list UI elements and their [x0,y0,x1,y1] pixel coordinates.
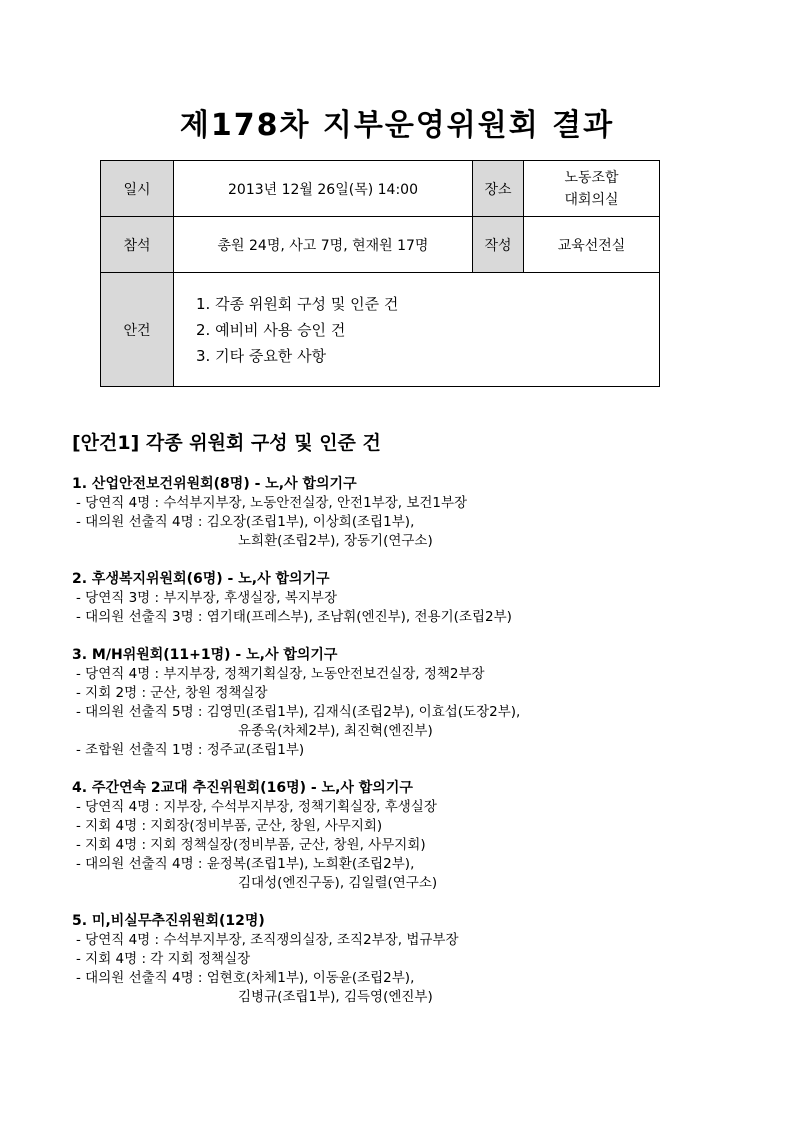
member-line: - 당연직 3명 : 부지부장, 후생실장, 복지부장 [76,590,337,606]
member-line: - 지회 4명 : 지회 정책실장(정비부품, 군산, 창원, 사무지회) [76,837,426,853]
member-line: - 지회 4명 : 지회장(정비부품, 군산, 창원, 사무지회) [76,818,383,834]
member-line: - 대의원 선출직 5명 : 김영민(조립1부), 김재식(조립2부), 이효섭(도장2부), [76,704,521,720]
member-line: - 당연직 4명 : 지부장, 수석부지부장, 정책기획실장, 후생실장 [76,799,437,815]
meeting-info-table [100,160,660,387]
member-line: - 지회 4명 : 각 지회 정책실장 [76,951,251,967]
member-line: - 대의원 선출직 3명 : 염기태(프레스부), 조남휘(엔진부), 전용기(조립2부) [76,609,512,625]
writer-value: 교육선전실 [524,217,660,273]
agenda-list [174,273,660,387]
member-line: - 당연직 4명 : 수석부지부장, 조직쟁의실장, 조직2부장, 법규부장 [76,932,459,948]
place-value-line-1: 노동조합 [564,169,619,186]
place-value [524,161,660,217]
member-line: - 조합원 선출직 1명 : 정주교(조립1부) [76,742,305,758]
section-title: [안건1] 각종 위원회 구성 및 인준 건 [72,432,381,454]
committee-group [72,474,732,551]
agenda-item: 2. 예비비 사용 승인 건 [196,320,346,339]
committee-group [72,778,732,893]
member-line-continued: 김병규(조립1부), 김득영(엔진부) [238,989,433,1005]
member-line-continued: 유종욱(차체2부), 최진혁(엔진부) [238,723,433,739]
member-line: - 대의원 선출직 4명 : 엄현호(차체1부), 이동윤(조립2부), [76,970,415,986]
writer-label: 작성 [473,217,524,273]
page-title: 제178차 지부운영위원회 결과 [179,108,615,143]
member-line: - 대의원 선출직 4명 : 김오장(조립1부), 이상희(조립1부), [76,514,415,530]
committee-group [72,645,732,760]
place-value-line-2: 대회의실 [564,191,619,208]
agenda-item: 3. 기타 중요한 사항 [196,346,327,365]
member-line-continued: 김대성(엔진구동), 김일렬(연구소) [238,875,438,891]
committee-list [72,474,732,1025]
member-line: - 지회 2명 : 군산, 창원 정책실장 [76,685,268,701]
committee-group [72,911,732,1007]
committee-title: 4. 주간연속 2교대 추진위원회(16명) - 노,사 합의기구 [72,780,413,796]
date-label: 일시 [101,161,174,217]
committee-title: 5. 미,비실무추진위원회(12명) [72,913,265,929]
agenda-item: 1. 각종 위원회 구성 및 인준 건 [196,294,399,313]
member-line: - 대의원 선출직 4명 : 윤정복(조립1부), 노희환(조립2부), [76,856,415,872]
date-value: 2013년 12월 26일(목) 14:00 [174,161,473,217]
member-line: - 당연직 4명 : 부지부장, 정책기획실장, 노동안전보건실장, 정책2부장 [76,666,485,682]
member-line: - 당연직 4명 : 수석부지부장, 노동안전실장, 안전1부장, 보건1부장 [76,495,468,511]
member-line-continued: 노희환(조립2부), 장동기(연구소) [238,533,433,549]
committee-title: 2. 후생복지위원회(6명) - 노,사 합의기구 [72,571,330,587]
agenda-label: 안건 [101,273,174,387]
place-label: 장소 [473,161,524,217]
committee-title: 1. 산업안전보건위원회(8명) - 노,사 합의기구 [72,476,357,492]
attend-label: 참석 [101,217,174,273]
committee-group [72,569,732,627]
committee-title: 3. M/H위원회(11+1명) - 노,사 합의기구 [72,647,338,663]
attend-value: 총원 24명, 사고 7명, 현재원 17명 [174,217,473,273]
